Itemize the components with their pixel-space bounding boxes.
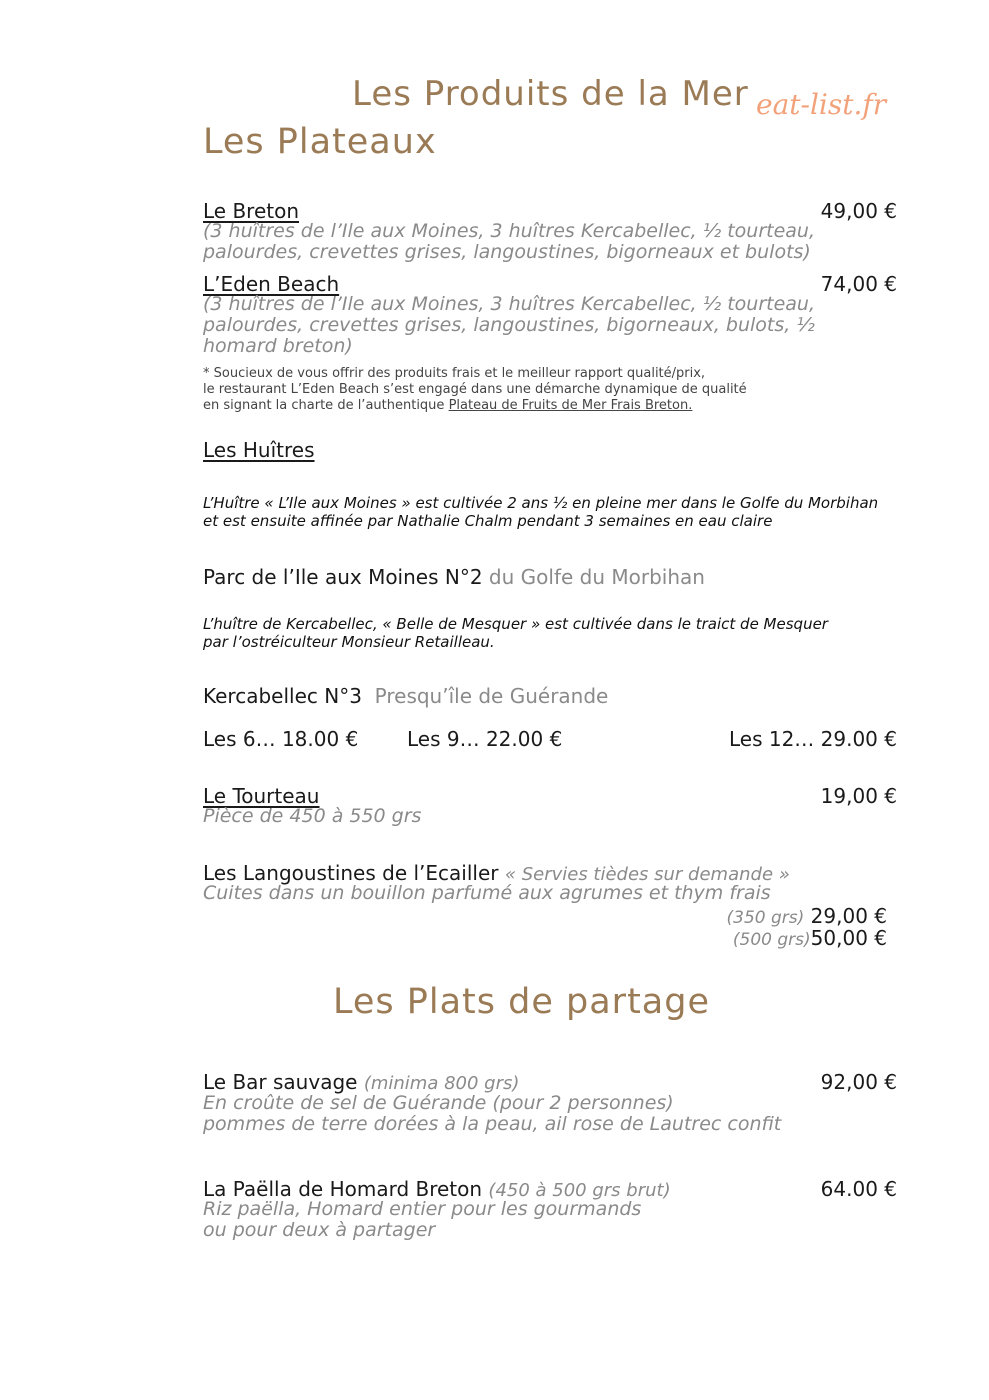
paella-qual: (450 à 500 grs brut) xyxy=(488,1180,671,1201)
watermark: eat-list.fr xyxy=(756,88,887,121)
bar-sauvage-qual: (minima 800 grs) xyxy=(363,1073,520,1094)
note-line: * Soucieux de vous offrir des produits frais et le meilleur rapport qualité/prix, xyxy=(203,366,706,381)
item-desc-tourteau: Pièce de 450 à 550 grs xyxy=(203,805,422,827)
item-desc-paella: Riz paëlla, Homard entier pour les gourmands ou pour deux à partager xyxy=(203,1198,642,1241)
kercabellec-origin: Presqu’île de Guérande xyxy=(374,684,609,708)
parc-name: Parc de l’Ile aux Moines N°2 xyxy=(203,565,483,589)
item-desc-langoustines: Cuites dans un bouillon parfumé aux agrumes et thym frais xyxy=(203,882,771,904)
oyster-price-9: Les 9… 22.00 € xyxy=(407,727,563,751)
note-line: le restaurant L’Eden Beach s’est engagé dans une démarche dynamique de qualité xyxy=(203,382,747,397)
item-name-paella: La Paëlla de Homard Breton xyxy=(203,1177,483,1201)
langoustines-note: « Servies tièdes sur demande » xyxy=(504,864,790,885)
item-desc-eden-beach: (3 huîtres de l’Ile aux Moines, 3 huîtres Kercabellec, ½ tourteau, palourdes, crevettes grises, langoustines, bigorneaux, bulots, ½ homard breton) xyxy=(203,293,816,357)
kercabellec-name: Kercabellec N°3 xyxy=(203,684,362,708)
section-heading-plateaux: Les Plateaux xyxy=(203,122,437,162)
langoustines-size-350: (350 grs) 29,00 € xyxy=(726,904,887,928)
item-desc-le-breton: (3 huîtres de l’Ile aux Moines, 3 huîtres Kercabellec, ½ tourteau, palourdes, crevettes grises, langoustines, bigorneaux et bulots) xyxy=(203,220,816,263)
oyster-price-6: Les 6… 18.00 € xyxy=(203,727,359,751)
item-name-langoustines: Les Langoustines de l’Ecailler xyxy=(203,861,499,885)
oyster-price-12: Les 12… 29.00 € xyxy=(728,727,897,751)
item-price-le-breton: 49,00 € xyxy=(820,199,897,223)
page-title: Les Produits de la Mer xyxy=(352,74,749,114)
langoustines-size-500: (500 grs)50,00 € xyxy=(732,926,887,950)
kercabellec-line xyxy=(203,684,608,708)
item-price-eden-beach: 74,00 € xyxy=(820,272,897,296)
huitre-story-kercabellec: L’huître de Kercabellec, « Belle de Mesquer » est cultivée dans le traict de Mesquer par l’ostréiculteur Monsieur Retailleau. xyxy=(203,615,828,651)
item-name-eden-beach: L’Eden Beach xyxy=(203,272,340,296)
item-name-bar-sauvage: Le Bar sauvage xyxy=(203,1070,358,1094)
parc-oyster-line xyxy=(203,565,705,589)
bar-sauvage-line xyxy=(203,1070,519,1094)
item-desc-bar-sauvage: En croûte de sel de Guérande (pour 2 personnes) pommes de terre dorées à la peau, ail rose de Lautrec confit xyxy=(203,1092,782,1135)
item-price-bar-sauvage: 92,00 € xyxy=(820,1070,897,1094)
note-line: en signant la charte de l’authentique Plateau de Fruits de Mer Frais Breton. xyxy=(203,398,693,413)
item-price-tourteau: 19,00 € xyxy=(820,784,897,808)
item-name-le-breton: Le Breton xyxy=(203,199,300,223)
huitre-story-ile-aux-moines: L’Huître « L’Ile aux Moines » est cultivée 2 ans ½ en pleine mer dans le Golfe du Morbihan et est ensuite affinée par Nathalie Chalm pendant 3 semaines en eau claire xyxy=(203,494,879,530)
item-name-tourteau: Le Tourteau xyxy=(203,784,320,808)
section-heading-huitres: Les Huîtres xyxy=(203,438,315,462)
section-heading-partage: Les Plats de partage xyxy=(333,982,710,1022)
quality-note xyxy=(203,366,843,414)
charter-link[interactable]: Plateau de Fruits de Mer Frais Breton. xyxy=(448,398,693,413)
parc-origin: du Golfe du Morbihan xyxy=(488,565,705,589)
item-price-paella: 64.00 € xyxy=(820,1177,897,1201)
